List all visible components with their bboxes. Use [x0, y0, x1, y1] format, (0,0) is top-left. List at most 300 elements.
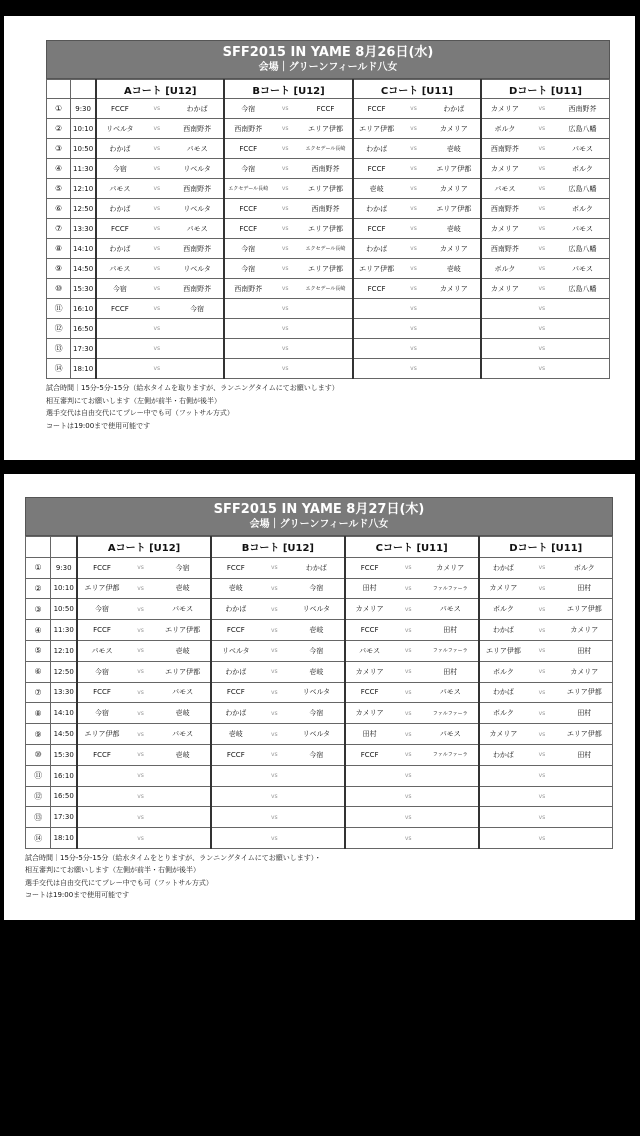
home-team	[77, 786, 126, 807]
away-team	[289, 786, 345, 807]
away-team: ファルファーラ	[423, 640, 479, 661]
away-team: カメリア	[428, 179, 481, 199]
vs-label: vs	[528, 219, 556, 239]
away-team: パモス	[423, 724, 479, 745]
match-row	[26, 640, 613, 661]
away-team: カメリア	[557, 661, 613, 682]
away-team: 今宿	[155, 557, 211, 578]
home-team	[479, 765, 528, 786]
vs-label: vs	[126, 640, 155, 661]
match-number: ⑨	[26, 724, 51, 745]
home-team: FCCF	[224, 199, 271, 219]
match-number: ⑪	[47, 299, 71, 319]
home-team: 今宿	[96, 279, 143, 299]
vs-label: vs	[528, 279, 556, 299]
home-team: ボルク	[479, 599, 528, 620]
match-row	[26, 765, 613, 786]
match-number: ⑨	[47, 259, 71, 279]
home-team: カメリア	[345, 703, 394, 724]
home-team	[211, 786, 260, 807]
match-row	[26, 807, 613, 828]
home-team: 西南野芥	[224, 279, 271, 299]
away-team: 壱岐	[155, 640, 211, 661]
home-team	[77, 828, 126, 849]
vs-label: vs	[260, 640, 289, 661]
home-team: FCCF	[96, 299, 143, 319]
vs-label: vs	[143, 299, 171, 319]
match-row	[26, 703, 613, 724]
vs-label: vs	[271, 139, 299, 159]
away-team: エリア伊都	[299, 179, 352, 199]
away-team: 壱岐	[428, 139, 481, 159]
home-team: FCCF	[96, 99, 143, 119]
away-team: カメリア	[428, 279, 481, 299]
home-team	[96, 359, 143, 379]
vs-label: vs	[271, 159, 299, 179]
away-team: エリア伊都	[557, 682, 613, 703]
match-row	[26, 786, 613, 807]
match-time: 10:50	[71, 139, 96, 159]
home-team: FCCF	[353, 99, 400, 119]
vs-label: vs	[527, 807, 556, 828]
vs-label: vs	[399, 159, 427, 179]
home-team: カメリア	[345, 661, 394, 682]
away-team: ファルファーラ	[423, 578, 479, 599]
schedule-title: SFF2015 IN YAME 8月26日(水)	[222, 45, 434, 60]
home-team: 今宿	[77, 661, 126, 682]
vs-label: vs	[527, 661, 556, 682]
vs-label: vs	[271, 199, 299, 219]
away-team: 西南野芥	[171, 279, 224, 299]
match-row	[47, 219, 610, 239]
match-row	[26, 744, 613, 765]
vs-label: vs	[399, 199, 427, 219]
vs-label: vs	[143, 319, 171, 339]
vs-label: vs	[393, 765, 422, 786]
home-team	[211, 765, 260, 786]
schedule-notes	[25, 852, 613, 902]
vs-label: vs	[393, 682, 422, 703]
vs-label: vs	[399, 119, 427, 139]
home-team: エリア伊都	[77, 724, 126, 745]
vs-label: vs	[528, 159, 556, 179]
match-time: 17:30	[51, 807, 77, 828]
vs-label: vs	[399, 179, 427, 199]
away-team: パモス	[171, 139, 224, 159]
away-team: カメリア	[428, 239, 481, 259]
match-number: ⑤	[26, 640, 51, 661]
match-number: ⑧	[26, 703, 51, 724]
match-row	[47, 199, 610, 219]
home-team: FCCF	[77, 557, 126, 578]
away-team	[423, 828, 479, 849]
match-number: ①	[47, 99, 71, 119]
vs-label: vs	[528, 239, 556, 259]
vs-label: vs	[271, 219, 299, 239]
away-team	[299, 359, 352, 379]
home-team	[224, 299, 271, 319]
match-time: 12:50	[71, 199, 96, 219]
home-team: ボルク	[481, 259, 528, 279]
away-team: ボルク	[556, 159, 610, 179]
away-team: 西南野芥	[171, 119, 224, 139]
note-line: コートは19:00まで使用可能です	[46, 421, 151, 430]
away-team	[423, 807, 479, 828]
away-team: パモス	[155, 724, 211, 745]
away-team: 広島八幡	[556, 279, 610, 299]
vs-label: vs	[143, 99, 171, 119]
vs-label: vs	[528, 179, 556, 199]
match-number: ①	[26, 557, 51, 578]
match-time: 16:10	[71, 299, 96, 319]
away-team: パモス	[171, 219, 224, 239]
home-team: FCCF	[353, 219, 400, 239]
match-time: 14:50	[71, 259, 96, 279]
note-line: 試合時間｜15分-5分-15分（給水タイムを取りますが、ランニングタイムにてお願いします）	[46, 384, 339, 392]
away-team: わかば	[289, 557, 345, 578]
vs-label: vs	[271, 99, 299, 119]
home-team	[211, 828, 260, 849]
vs-label: vs	[143, 259, 171, 279]
away-team: エクセデール長崎	[299, 279, 352, 299]
vs-label: vs	[393, 744, 422, 765]
vs-label: vs	[260, 661, 289, 682]
away-team	[289, 828, 345, 849]
away-team: パモス	[556, 259, 610, 279]
schedule-sheet	[25, 497, 613, 902]
vs-label: vs	[399, 359, 427, 379]
court-header-row	[47, 80, 610, 99]
vs-label: vs	[126, 682, 155, 703]
venue-label: 会場｜グリーンフィールド八女	[258, 62, 398, 73]
home-team: 今宿	[77, 703, 126, 724]
away-team: エリア伊都	[299, 219, 352, 239]
home-team: カメリア	[481, 159, 528, 179]
court-header: Dコート [U11]	[479, 537, 613, 558]
match-time: 16:10	[51, 765, 77, 786]
vs-label: vs	[399, 239, 427, 259]
match-number: ⑫	[26, 786, 51, 807]
vs-label: vs	[399, 319, 427, 339]
vs-label: vs	[393, 599, 422, 620]
vs-label: vs	[260, 620, 289, 641]
schedule-notes	[46, 382, 610, 432]
home-team: わかば	[479, 620, 528, 641]
away-team	[155, 786, 211, 807]
vs-label: vs	[260, 599, 289, 620]
match-time: 10:10	[51, 578, 77, 599]
match-row	[26, 578, 613, 599]
match-number: ③	[47, 139, 71, 159]
match-number: ④	[47, 159, 71, 179]
home-team: カメリア	[479, 578, 528, 599]
home-team: エリア伊都	[479, 640, 528, 661]
away-team: 西南野芥	[299, 199, 352, 219]
schedule-card-day1	[4, 16, 635, 460]
court-header: Bコート [U12]	[224, 80, 352, 99]
vs-label: vs	[399, 139, 427, 159]
home-team: わかば	[211, 703, 260, 724]
vs-label: vs	[126, 578, 155, 599]
vs-label: vs	[528, 359, 556, 379]
home-team	[479, 828, 528, 849]
away-team: 田村	[557, 640, 613, 661]
time-header-cell	[71, 80, 96, 99]
vs-label: vs	[260, 786, 289, 807]
match-number: ⑤	[47, 179, 71, 199]
home-team	[481, 299, 528, 319]
match-number: ⑪	[26, 765, 51, 786]
away-team: エリア伊都	[428, 159, 481, 179]
vs-label: vs	[528, 339, 556, 359]
match-row	[26, 661, 613, 682]
home-team	[353, 359, 400, 379]
away-team: パモス	[556, 139, 610, 159]
vs-label: vs	[393, 557, 422, 578]
match-time: 13:30	[51, 682, 77, 703]
home-team	[481, 359, 528, 379]
vs-label: vs	[126, 765, 155, 786]
schedule-table	[25, 536, 613, 849]
away-team: エリア伊都	[155, 661, 211, 682]
vs-label: vs	[527, 786, 556, 807]
away-team: 広島八幡	[556, 179, 610, 199]
away-team	[428, 339, 481, 359]
home-team: わかば	[96, 199, 143, 219]
match-row	[47, 339, 610, 359]
match-time: 14:50	[51, 724, 77, 745]
away-team: 今宿	[289, 578, 345, 599]
vs-label: vs	[126, 599, 155, 620]
home-team: 今宿	[96, 159, 143, 179]
vs-label: vs	[399, 279, 427, 299]
match-row	[47, 359, 610, 379]
match-row	[47, 259, 610, 279]
vs-label: vs	[143, 159, 171, 179]
match-number: ⑬	[26, 807, 51, 828]
away-team	[155, 807, 211, 828]
away-team	[428, 359, 481, 379]
home-team: 田村	[345, 724, 394, 745]
vs-label: vs	[528, 259, 556, 279]
home-team: パモス	[481, 179, 528, 199]
away-team: 田村	[557, 703, 613, 724]
match-time: 14:10	[71, 239, 96, 259]
away-team: エクセデール長崎	[299, 139, 352, 159]
match-time: 16:50	[71, 319, 96, 339]
home-team: FCCF	[96, 219, 143, 239]
vs-label: vs	[393, 620, 422, 641]
vs-label: vs	[527, 682, 556, 703]
away-team	[289, 765, 345, 786]
away-team	[155, 765, 211, 786]
home-team: わかば	[211, 661, 260, 682]
away-team: エリア伊都	[299, 119, 352, 139]
match-row	[26, 724, 613, 745]
away-team: リベルタ	[171, 259, 224, 279]
away-team	[557, 786, 613, 807]
vs-label: vs	[527, 765, 556, 786]
home-team: わかば	[353, 199, 400, 219]
away-team: パモス	[556, 219, 610, 239]
match-row	[47, 239, 610, 259]
home-team: カメリア	[481, 99, 528, 119]
home-team: わかば	[211, 599, 260, 620]
away-team: カメリア	[428, 119, 481, 139]
away-team	[557, 765, 613, 786]
vs-label: vs	[393, 661, 422, 682]
vs-label: vs	[399, 219, 427, 239]
home-team	[345, 786, 394, 807]
away-team: 広島八幡	[556, 119, 610, 139]
match-number: ⑩	[26, 744, 51, 765]
match-number: ②	[47, 119, 71, 139]
home-team: 今宿	[224, 259, 271, 279]
home-team: エリア伊都	[77, 578, 126, 599]
vs-label: vs	[528, 319, 556, 339]
match-time: 15:30	[51, 744, 77, 765]
vs-label: vs	[143, 339, 171, 359]
schedule-title-bar	[25, 497, 613, 536]
home-team: わかば	[353, 139, 400, 159]
match-time: 14:10	[51, 703, 77, 724]
vs-label: vs	[126, 744, 155, 765]
away-team: リベルタ	[289, 682, 345, 703]
away-team: 西南野芥	[299, 159, 352, 179]
home-team: 西南野芥	[481, 139, 528, 159]
court-header: Bコート [U12]	[211, 537, 345, 558]
home-team: わかば	[479, 744, 528, 765]
match-row	[47, 299, 610, 319]
home-team	[96, 319, 143, 339]
vs-label: vs	[271, 239, 299, 259]
away-team: リベルタ	[289, 599, 345, 620]
away-team: カメリア	[557, 620, 613, 641]
home-team: わかば	[479, 557, 528, 578]
home-team	[479, 807, 528, 828]
home-team: 今宿	[224, 99, 271, 119]
match-row	[26, 620, 613, 641]
match-number: ⑦	[47, 219, 71, 239]
vs-label: vs	[528, 139, 556, 159]
away-team: パモス	[423, 682, 479, 703]
vs-label: vs	[271, 359, 299, 379]
away-team: ボルク	[556, 199, 610, 219]
match-row	[26, 682, 613, 703]
away-team: わかば	[428, 99, 481, 119]
vs-label: vs	[260, 724, 289, 745]
away-team	[428, 319, 481, 339]
time-header-cell	[51, 537, 77, 558]
away-team	[556, 359, 610, 379]
home-team: わかば	[353, 239, 400, 259]
note-line: 相互審判にてお願いします（左側が前半・右側が後半）	[25, 866, 200, 875]
away-team: ボルク	[557, 557, 613, 578]
schedule-table	[46, 79, 610, 379]
match-number: ⑥	[26, 661, 51, 682]
vs-label: vs	[399, 259, 427, 279]
away-team	[556, 299, 610, 319]
vs-label: vs	[527, 703, 556, 724]
away-team: リベルタ	[171, 159, 224, 179]
home-team	[481, 339, 528, 359]
match-number: ③	[26, 599, 51, 620]
home-team	[224, 359, 271, 379]
note-line: 試合時間｜15分-5分-15分（給水タイムをとりますが、ランニングタイムにてお願いします）・	[25, 853, 322, 862]
vs-label: vs	[260, 578, 289, 599]
vs-label: vs	[143, 219, 171, 239]
home-team: FCCF	[353, 279, 400, 299]
match-row	[47, 159, 610, 179]
away-team	[299, 319, 352, 339]
away-team: 今宿	[289, 640, 345, 661]
away-team: エリア伊都	[557, 724, 613, 745]
away-team: わかば	[171, 99, 224, 119]
match-number: ⑭	[26, 828, 51, 849]
vs-label: vs	[271, 259, 299, 279]
home-team	[224, 339, 271, 359]
vs-label: vs	[393, 807, 422, 828]
home-team: 西南野芥	[481, 199, 528, 219]
away-team: 壱岐	[428, 219, 481, 239]
vs-label: vs	[126, 724, 155, 745]
away-team	[423, 765, 479, 786]
vs-label: vs	[143, 359, 171, 379]
vs-label: vs	[527, 599, 556, 620]
court-header: Cコート [U11]	[353, 80, 481, 99]
away-team: 壱岐	[155, 703, 211, 724]
match-number: ④	[26, 620, 51, 641]
away-team: 壱岐	[289, 661, 345, 682]
away-team: 壱岐	[155, 744, 211, 765]
home-team: FCCF	[345, 557, 394, 578]
vs-label: vs	[143, 139, 171, 159]
away-team: パモス	[155, 599, 211, 620]
away-team: 西南野芥	[556, 99, 610, 119]
home-team: わかば	[479, 682, 528, 703]
away-team: 田村	[557, 744, 613, 765]
schedule-card-day2	[4, 474, 635, 920]
away-team	[557, 807, 613, 828]
away-team: 壱岐	[428, 259, 481, 279]
home-team: FCCF	[211, 682, 260, 703]
match-time: 11:30	[71, 159, 96, 179]
schedule-title-bar	[46, 40, 610, 79]
vs-label: vs	[271, 119, 299, 139]
vs-label: vs	[143, 179, 171, 199]
vs-label: vs	[399, 99, 427, 119]
vs-label: vs	[527, 578, 556, 599]
home-team: わかば	[96, 239, 143, 259]
home-team	[353, 319, 400, 339]
vs-label: vs	[393, 640, 422, 661]
away-team	[171, 359, 224, 379]
vs-label: vs	[126, 620, 155, 641]
vs-label: vs	[271, 339, 299, 359]
away-team: 西南野芥	[171, 239, 224, 259]
home-team: 今宿	[77, 599, 126, 620]
home-team: ボルク	[481, 119, 528, 139]
match-number: ⑥	[47, 199, 71, 219]
vs-label: vs	[126, 661, 155, 682]
vs-label: vs	[271, 319, 299, 339]
away-team	[299, 339, 352, 359]
match-row	[26, 557, 613, 578]
home-team: FCCF	[345, 620, 394, 641]
home-team: カメリア	[479, 724, 528, 745]
match-number: ⑭	[47, 359, 71, 379]
away-team: ファルファーラ	[423, 703, 479, 724]
